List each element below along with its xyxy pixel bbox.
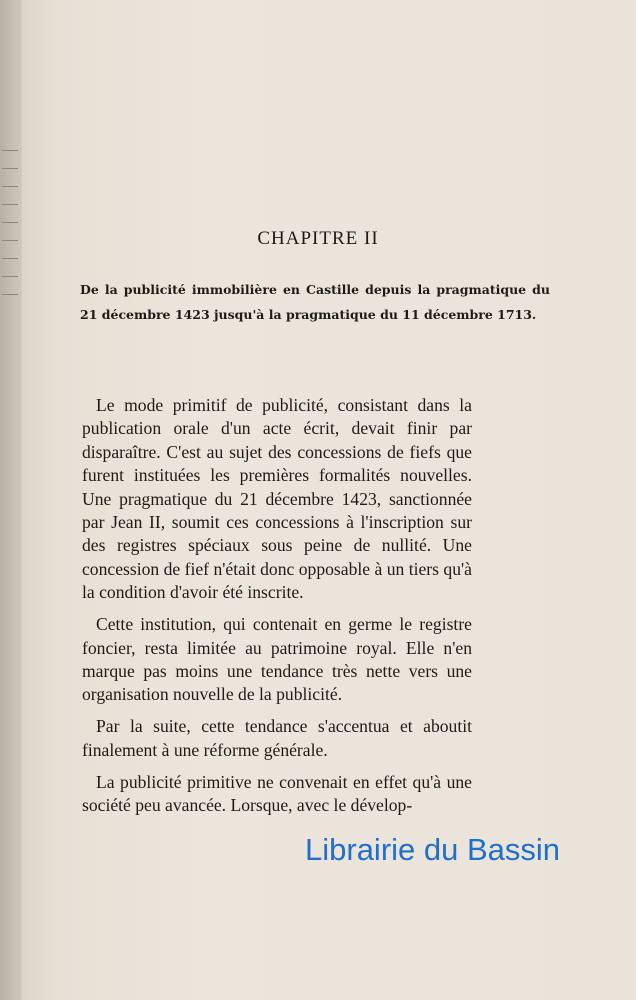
page-edge-line (2, 186, 18, 187)
page-edge-line (2, 222, 18, 223)
page-edge-line (2, 150, 18, 151)
page-edge-line (2, 294, 18, 295)
chapter-subtitle: De la publicité immobilière en Castille depuis la pragmatique du 21 décembre 1423 jusqu'à la pragmatique du 11 décembre 1713. (80, 282, 550, 322)
page-edge-line (2, 204, 18, 205)
page-edge-line (2, 168, 18, 169)
paragraph: Cette institution, qui contenait en germe le registre foncier, resta limitée au patrimoine royal. Elle n'en marque pas moins une tendance très nette vers une organisation nouvelle de la publicité. (82, 614, 472, 705)
page-edge-line (2, 258, 18, 259)
watermark: Librairie du Bassin (305, 832, 561, 867)
page-gutter (0, 0, 22, 1000)
paragraph: Le mode primitif de publicité, consistant dans la publication orale d'un acte écrit, devait finir par disparaître. C'est au sujet des concessions de fiefs que furent instituées les premières formalités nouvelles. Une pragmatique du 21 décembre 1423, sanctionnée par Jean II, soumit ces concessions à l'inscription sur des registres spéciaux sous peine de nullité. Une concession de fief n'était donc opposable à un tiers qu'à la condition d'avoir été inscrite. (82, 395, 472, 603)
page-edge-line (2, 276, 18, 277)
chapter-title: CHAPITRE II (257, 228, 379, 249)
paragraph: La publicité primitive ne convenait en effet qu'à une société peu avancée. Lorsque, avec le dévelop- (82, 771, 472, 815)
paragraph: Par la suite, cette tendance s'accentua et aboutit finalement à une réforme générale. (82, 716, 472, 760)
body-text (82, 394, 472, 826)
